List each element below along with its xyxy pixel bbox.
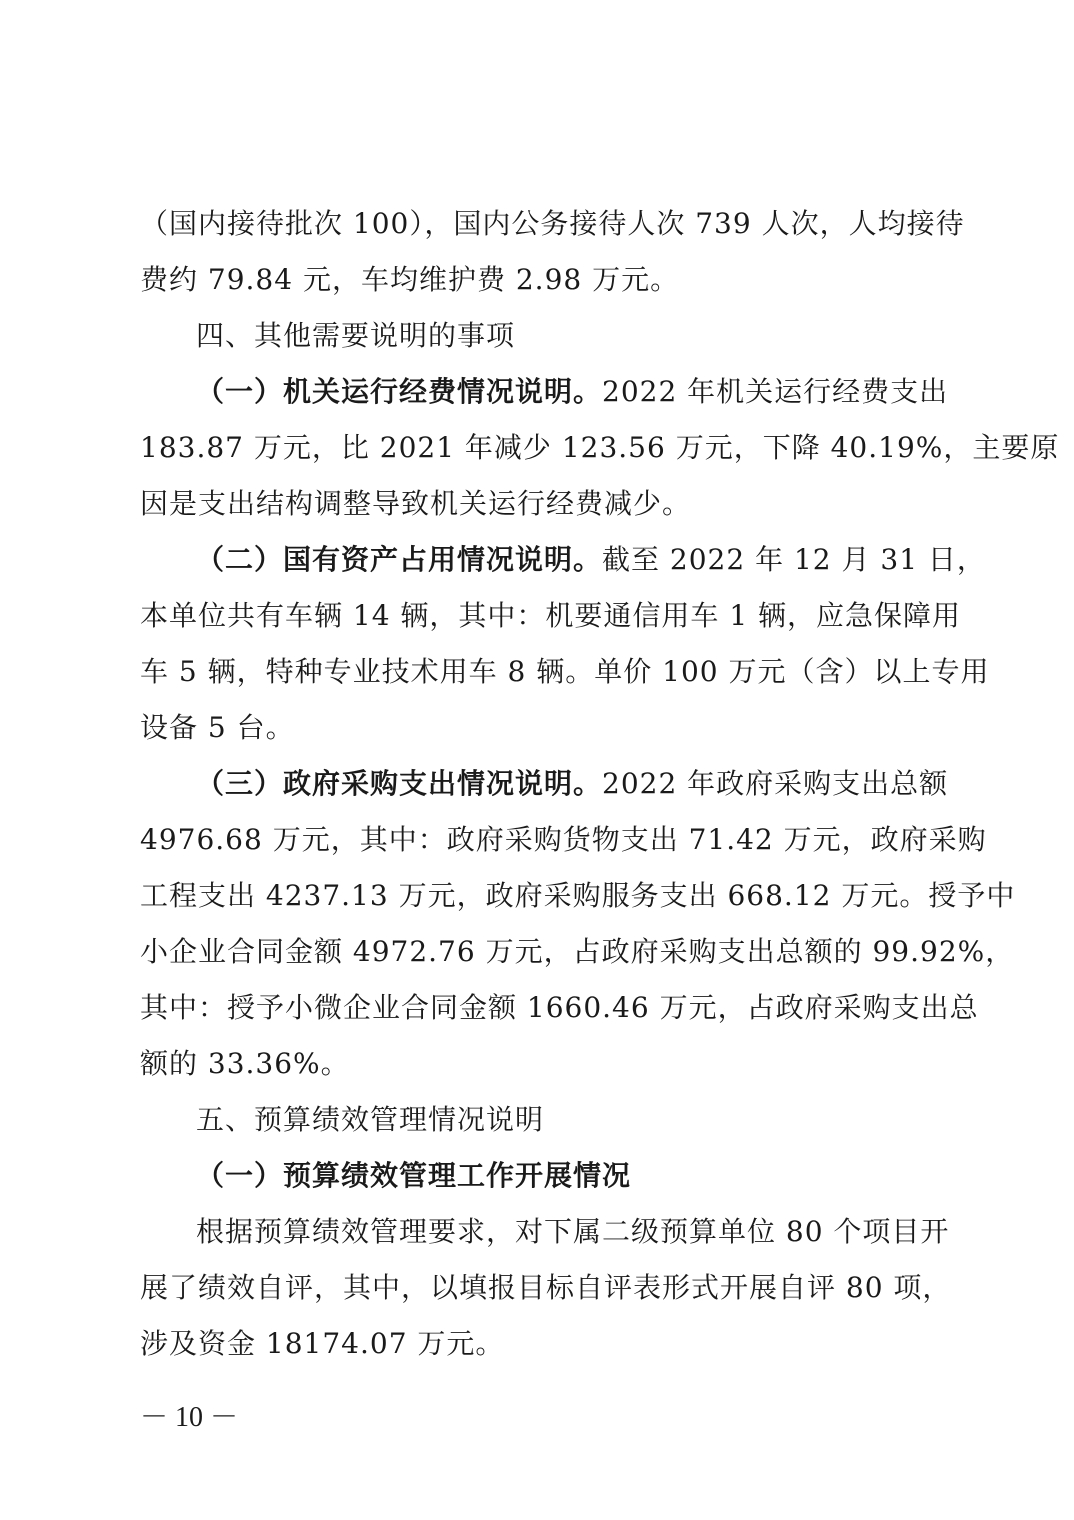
- paragraph-first-line: [196, 764, 949, 804]
- subsection-heading: （一）预算绩效管理工作开展情况: [196, 1159, 632, 1192]
- paragraph-text: 2022 年政府采购支出总额: [602, 767, 949, 800]
- text-line: 根据预算绩效管理要求，对下属二级预算单位 80 个项目开: [196, 1215, 950, 1248]
- text-line: 其中：授予小微企业合同金额 1660.46 万元，占政府采购支出总: [140, 991, 979, 1024]
- text-line: 工程支出 4237.13 万元，政府采购服务支出 668.12 万元。授予中: [140, 879, 1016, 912]
- text-line: 本单位共有车辆 14 辆，其中：机要通信用车 1 辆，应急保障用: [140, 599, 962, 632]
- subsection-heading: （三）政府采购支出情况说明。: [196, 767, 603, 800]
- text-line: 展了绩效自评，其中，以填报目标自评表形式开展自评 80 项，: [140, 1271, 952, 1304]
- text-line: 183.87 万元，比 2021 年减少 123.56 万元，下降 40.19%，主要原: [140, 431, 1060, 464]
- text-line: 费约 79.84 元，车均维护费 2.98 万元。: [140, 263, 680, 296]
- text-line: 小企业合同金额 4972.76 万元，占政府采购支出总额的 99.92%，: [140, 935, 1015, 968]
- page-number: － 10 －: [140, 1402, 239, 1433]
- section-heading: 四、其他需要说明的事项: [196, 319, 516, 352]
- section-heading: 五、预算绩效管理情况说明: [196, 1103, 545, 1136]
- subsection-heading: （二）国有资产占用情况说明。: [196, 543, 603, 576]
- text-line: 额的 33.36%。: [140, 1047, 350, 1080]
- paragraph-text: 截至 2022 年 12 月 31 日，: [602, 543, 986, 576]
- text-line: 车 5 辆，特种专业技术用车 8 辆。单价 100 万元（含）以上专用: [140, 655, 990, 688]
- text-line: 4976.68 万元，其中：政府采购货物支出 71.42 万元，政府采购: [140, 823, 987, 856]
- paragraph-first-line: [196, 372, 949, 412]
- text-line: （国内接待批次 100），国内公务接待人次 739 人次，人均接待: [140, 207, 965, 240]
- subsection-heading: （一）机关运行经费情况说明。: [196, 375, 603, 408]
- text-line: 涉及资金 18174.07 万元。: [140, 1327, 505, 1360]
- text-line: 因是支出结构调整导致机关运行经费减少。: [140, 487, 692, 520]
- text-line: 设备 5 台。: [140, 711, 295, 744]
- paragraph-text: 2022 年机关运行经费支出: [602, 375, 949, 408]
- paragraph-first-line: [196, 540, 986, 580]
